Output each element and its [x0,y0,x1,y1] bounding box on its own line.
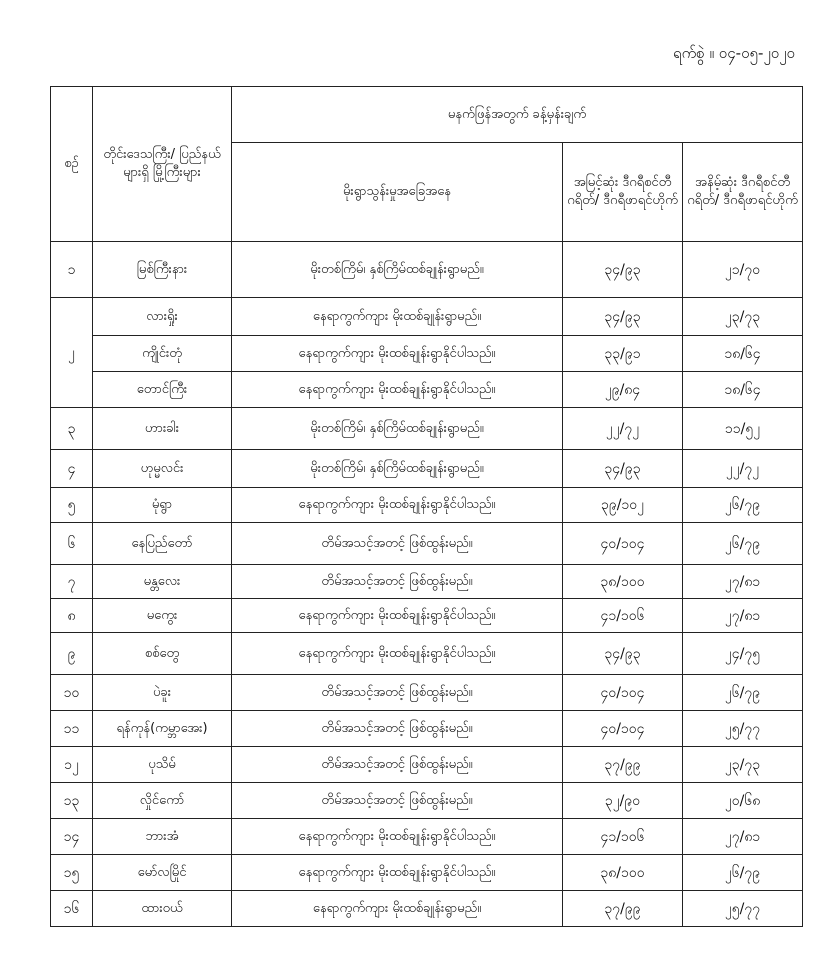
table-row [51,242,803,298]
row-min-temp: ၂၁/၇၀ [683,242,803,298]
row-city: စစ်တွေ [93,633,232,675]
document-date: ရက်စွဲ ။ ၀၄-၀၅-၂၀၂၀ [673,44,795,62]
row-min-temp: ၂၄/၇၅ [683,633,803,675]
row-weather: မိုးတစ်ကြိမ်၊ နှစ်ကြိမ်ထစ်ချုန်းရွာမည်။ [232,242,563,298]
table-row [51,523,803,565]
table-row [51,488,803,523]
row-city: မြစ်ကြီးနား [93,242,232,298]
row-max-temp: ၄၁/၁၀၆ [563,599,683,633]
table-row [51,450,803,488]
row-weather: နေရာကွက်ကျား မိုးထစ်ချုန်းရွာနိုင်ပါသည်။ [232,819,563,855]
row-weather: မိုးတစ်ကြိမ်၊ နှစ်ကြိမ်ထစ်ချုန်းရွာမည်။ [232,450,563,488]
row-city: ရန်ကုန်(ကမ္ဘာအေး) [93,711,232,747]
table-row [51,747,803,783]
row-city: ကျိုင်းတုံ [93,336,232,372]
row-city: မန္တလေး [93,565,232,599]
header-no: စဉ် [51,87,93,242]
row-no: ၃ [51,408,93,450]
table-row [51,783,803,819]
row-min-temp: ၁၁/၅၂ [683,408,803,450]
row-weather: တိမ်အသင့်အတင့် ဖြစ်ထွန်းမည်။ [232,711,563,747]
row-max-temp: ၃၇/၉၉ [563,891,683,927]
table-row [51,298,803,336]
row-no: ၁၃ [51,783,93,819]
row-no: ၂ [51,298,93,408]
row-max-temp: ၄၀/၁၀၄ [563,675,683,711]
row-weather: တိမ်အသင့်အတင့် ဖြစ်ထွန်းမည်။ [232,675,563,711]
row-city: ဟားခါး [93,408,232,450]
row-no: ၁၂ [51,747,93,783]
row-no: ၄ [51,450,93,488]
row-min-temp: ၁၈/၆၄ [683,372,803,408]
header-forecast-group: မနက်ဖြန်အတွက် ခန့်မှန်းချက် [232,87,803,143]
table-row [51,599,803,633]
row-no: ၁၅ [51,855,93,891]
row-max-temp: ၃၄/၉၃ [563,242,683,298]
row-min-temp: ၂၃/၇၃ [683,298,803,336]
row-max-temp: ၃၄/၉၃ [563,633,683,675]
row-city: လားရှိုး [93,298,232,336]
row-city: ထားဝယ် [93,891,232,927]
row-max-temp: ၂၂/၇၂ [563,408,683,450]
table-row [51,372,803,408]
row-max-temp: ၄၀/၁၀၄ [563,523,683,565]
table-row [51,855,803,891]
row-min-temp: ၂၆/၇၉ [683,523,803,565]
header-weather: မိုးရွာသွန်းမှုအခြေအနေ [232,143,563,242]
row-max-temp: ၃၂/၉၀ [563,783,683,819]
table-row [51,819,803,855]
row-weather: နေရာကွက်ကျား မိုးထစ်ချုန်းရွာနိုင်ပါသည်။ [232,336,563,372]
row-weather: တိမ်အသင့်အတင့် ဖြစ်ထွန်းမည်။ [232,747,563,783]
table-row [51,891,803,927]
row-city: ပုသိမ် [93,747,232,783]
row-weather: နေရာကွက်ကျား မိုးထစ်ချုန်းရွာမည်။ [232,298,563,336]
row-max-temp: ၃၇/၉၉ [563,747,683,783]
row-max-temp: ၃၉/၁၀၂ [563,488,683,523]
row-weather: နေရာကွက်ကျား မိုးထစ်ချုန်းရွာနိုင်ပါသည်။ [232,372,563,408]
row-city: ဟုမ္မလင်း [93,450,232,488]
table-row [51,565,803,599]
row-weather: တိမ်အသင့်အတင့် ဖြစ်ထွန်းမည်။ [232,565,563,599]
row-max-temp: ၃၄/၉၃ [563,450,683,488]
row-no: ၁၁ [51,711,93,747]
row-no: ၆ [51,523,93,565]
row-weather: နေရာကွက်ကျား မိုးထစ်ချုန်းရွာနိုင်ပါသည်။ [232,633,563,675]
row-no: ၁၆ [51,891,93,927]
row-max-temp: ၃၃/၉၁ [563,336,683,372]
row-no: ၉ [51,633,93,675]
row-max-temp: ၃၈/၁၀၀ [563,565,683,599]
row-no: ၈ [51,599,93,633]
header-min-temp: အနိမ့်ဆုံး ဒီဂရီစင်တီဂရိတ်/ ဒီဂရီဖာရင်ဟိုက် [683,143,803,242]
header-max-temp: အမြင့်ဆုံး ဒီဂရီစင်တီဂရိတ်/ ဒီဂရီဖာရင်ဟိုက် [563,143,683,242]
row-city: ပဲခူး [93,675,232,711]
row-weather: တိမ်အသင့်အတင့် ဖြစ်ထွန်းမည်။ [232,783,563,819]
row-city: မုံရွာ [93,488,232,523]
row-min-temp: ၂၇/၈၁ [683,565,803,599]
row-weather: နေရာကွက်ကျား မိုးထစ်ချုန်းရွာနိုင်ပါသည်။ [232,488,563,523]
row-city: မကွေး [93,599,232,633]
row-min-temp: ၂၆/၇၉ [683,488,803,523]
row-city: လှိုင်ကော် [93,783,232,819]
row-city: ဘားအံ [93,819,232,855]
table-row [51,711,803,747]
header-region: တိုင်းဒေသကြီး/ ပြည်နယ်များရှိ မြို့ကြီးများ [93,87,232,242]
row-city: မော်လမြိုင် [93,855,232,891]
row-no: ၁၀ [51,675,93,711]
row-weather: နေရာကွက်ကျား မိုးထစ်ချုန်းရွာနိုင်ပါသည်။ [232,599,563,633]
row-weather: နေရာကွက်ကျား မိုးထစ်ချုန်းရွာနိုင်ပါသည်။ [232,855,563,891]
row-min-temp: ၂၅/၇၇ [683,891,803,927]
row-min-temp: ၂၇/၈၁ [683,599,803,633]
row-min-temp: ၂၀/၆၈ [683,783,803,819]
row-min-temp: ၂၅/၇၇ [683,711,803,747]
row-max-temp: ၄၀/၁၀၄ [563,711,683,747]
table-row [51,675,803,711]
table-row [51,633,803,675]
row-min-temp: ၂၃/၇၃ [683,747,803,783]
row-no: ၅ [51,488,93,523]
row-min-temp: ၂၆/၇၉ [683,675,803,711]
row-max-temp: ၃၈/၁၀၀ [563,855,683,891]
row-max-temp: ၂၉/၈၄ [563,372,683,408]
row-city: တောင်ကြီး [93,372,232,408]
row-no: ၁ [51,242,93,298]
row-max-temp: ၃၄/၉၃ [563,298,683,336]
row-city: နေပြည်တော် [93,523,232,565]
table-row [51,408,803,450]
row-min-temp: ၂၇/၈၁ [683,819,803,855]
row-min-temp: ၁၈/၆၄ [683,336,803,372]
row-min-temp: ၂၂/၇၂ [683,450,803,488]
row-max-temp: ၄၁/၁၀၆ [563,819,683,855]
table-row [51,336,803,372]
row-no: ၇ [51,565,93,599]
row-weather: မိုးတစ်ကြိမ်၊ နှစ်ကြိမ်ထစ်ချုန်းရွာမည်။ [232,408,563,450]
row-weather: နေရာကွက်ကျား မိုးထစ်ချုန်းရွာမည်။ [232,891,563,927]
row-no: ၁၄ [51,819,93,855]
weather-forecast-table [50,86,803,927]
row-weather: တိမ်အသင့်အတင့် ဖြစ်ထွန်းမည်။ [232,523,563,565]
row-min-temp: ၂၆/၇၉ [683,855,803,891]
